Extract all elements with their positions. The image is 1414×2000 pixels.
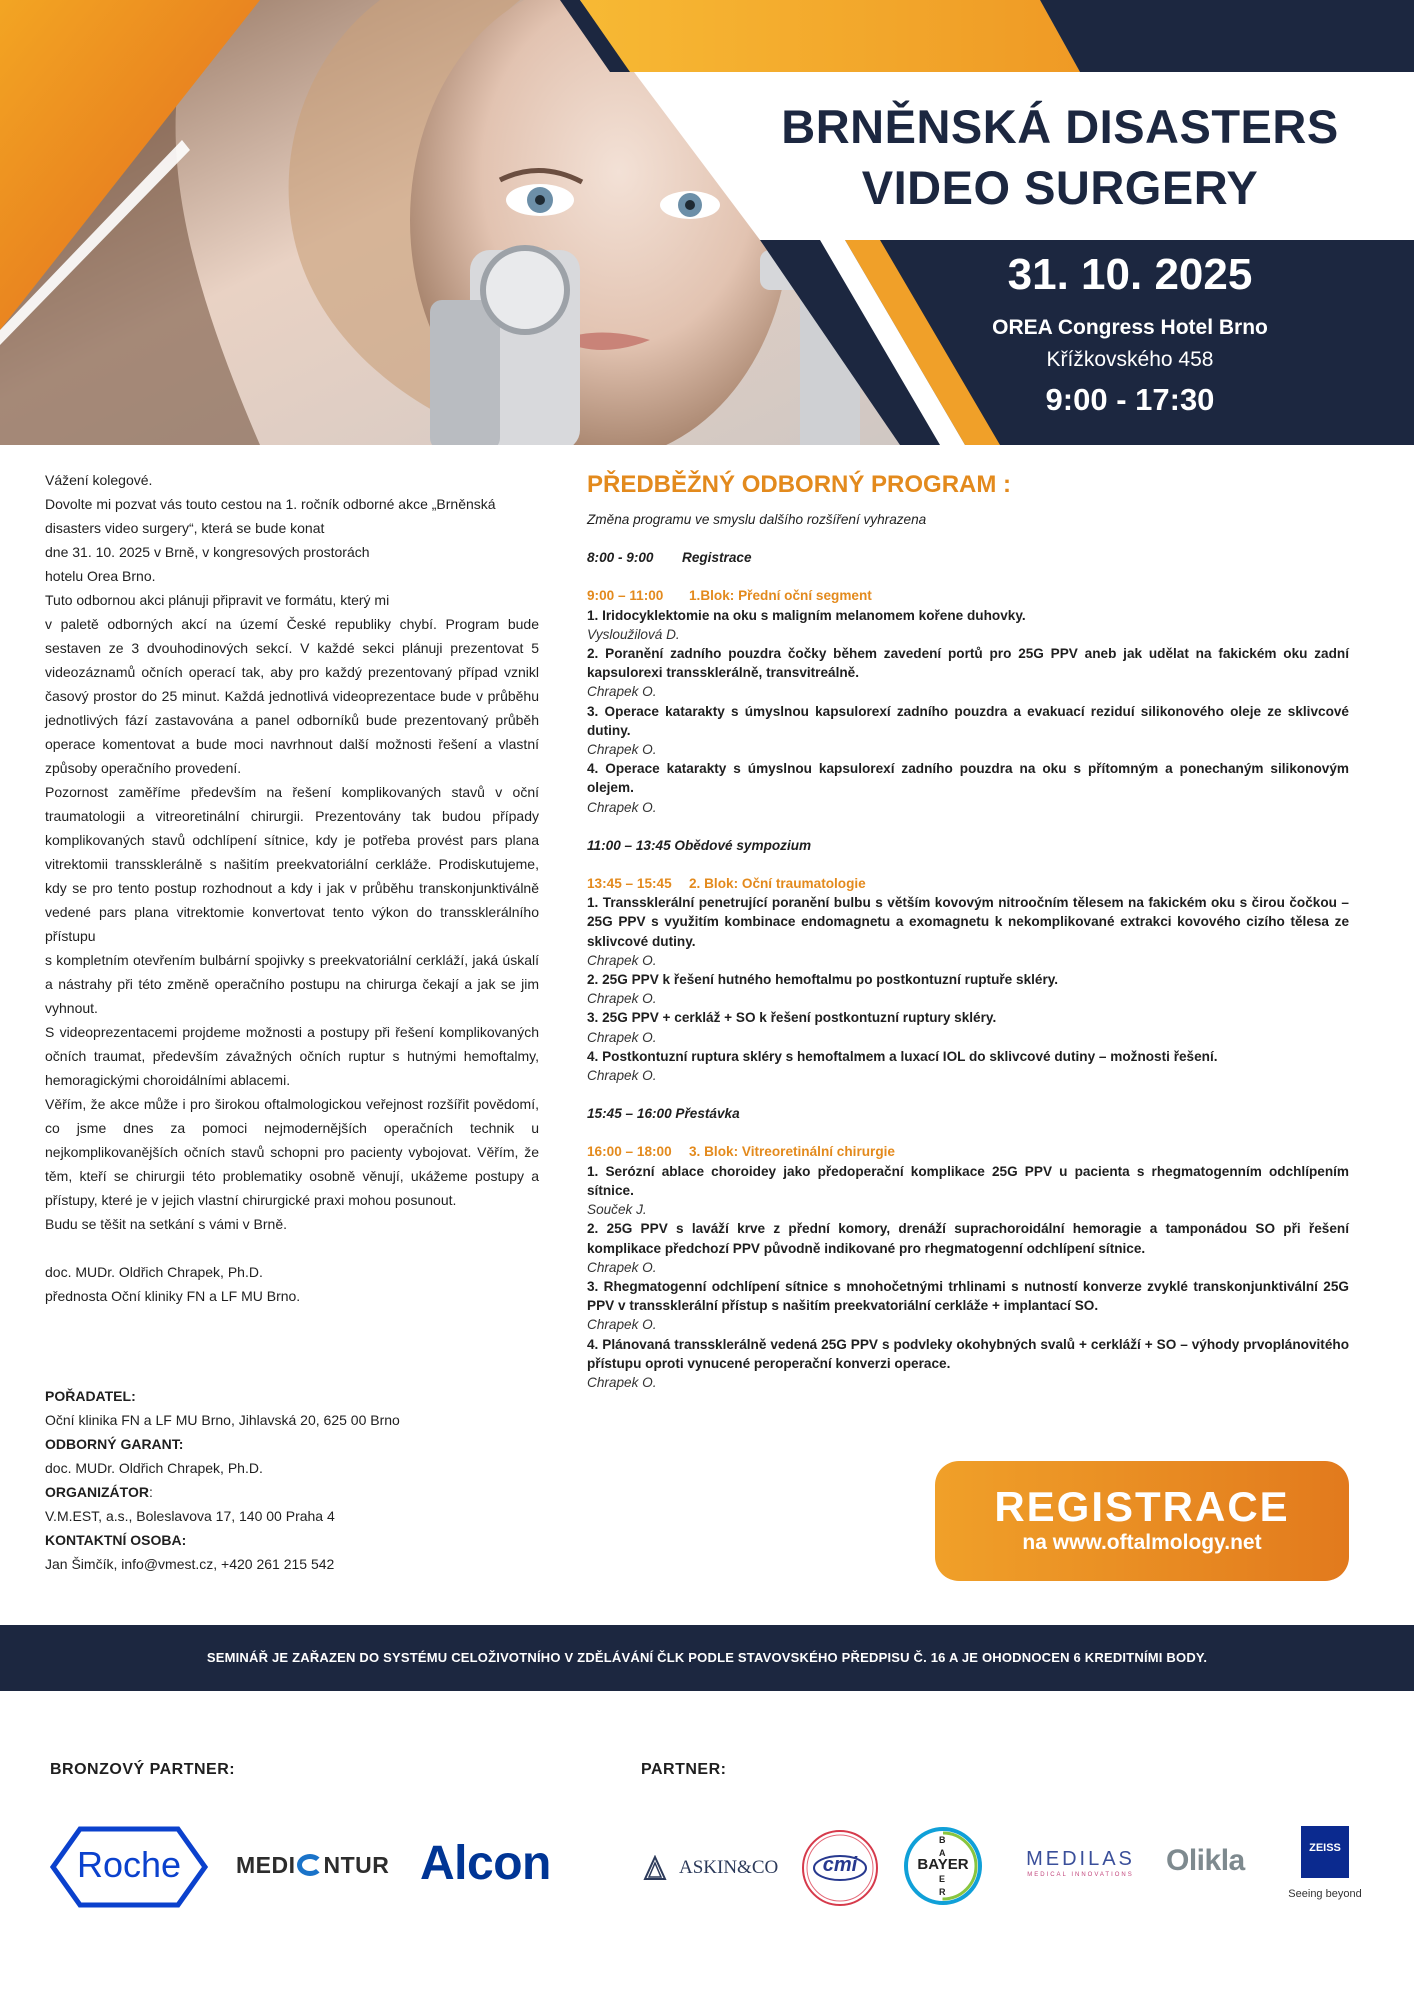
agency-label-line (45, 1480, 539, 1504)
program-block-2 (587, 874, 1349, 1085)
guarantor-value: doc. MUDr. Oldřich Chrapek, Ph.D. (45, 1460, 263, 1476)
block-1-time: 9:00 – 11:00 (587, 588, 664, 604)
header-background (0, 0, 1414, 445)
zeiss-tagline: Seeing beyond (1288, 1888, 1362, 1900)
bayer-wordmark: BAYER (917, 1856, 969, 1873)
block-2-time: 13:45 – 15:45 (587, 876, 672, 892)
program-author: Chrapek O. (587, 684, 657, 700)
event-date: 31. 10. 2025 (1007, 250, 1253, 299)
medicentur-c-icon (297, 1854, 323, 1876)
break-slot: 15:45 – 16:00 Přestávka (587, 1106, 740, 1122)
bayer-vertical-letter: R (939, 1887, 946, 1897)
medicentur-logo[interactable] (236, 1852, 390, 1886)
lunch-slot: 11:00 – 13:45 Obědové sympozium (587, 837, 812, 853)
medilas-tagline: MEDICAL INNOVATIONS (1027, 1872, 1134, 1878)
program-item: 1. Serózní ablace choroidey jako předoperační komplikace 25G PPV u pacienta s rhegmatogenním odchlípením sítnice. (587, 1163, 1349, 1198)
letter-line: dne 31. 10. 2025 v Brně, v kongresových prostorách (45, 544, 370, 560)
medicentur-wordmark (236, 1852, 389, 1879)
askin-emblem-icon (643, 1855, 667, 1881)
zeiss-wordmark: ZEISS (1309, 1842, 1341, 1854)
program-author: Chrapek O. (587, 1317, 657, 1333)
letter-closing: Budu se těšit na setkání s vámi v Brně. (45, 1216, 288, 1232)
event-address: Křížkovského 458 (1046, 348, 1214, 371)
block-1-title: 1.Blok: Přední oční segment (689, 588, 872, 604)
registration-label: Registrace (682, 550, 752, 566)
bayer-vertical (939, 1834, 947, 1899)
block-3-heading (587, 1142, 1349, 1161)
program-block-1 (587, 586, 1349, 816)
program-author: Chrapek O. (587, 991, 657, 1007)
alcon-wordmark: Alcon (420, 1837, 551, 1890)
olikla-logo[interactable] (1166, 1844, 1262, 1884)
event-title-line2: VIDEO SURGERY (861, 161, 1259, 214)
program-author: Chrapek O. (587, 1029, 657, 1045)
program-item: 2. 25G PPV s laváží krve z přední komory, drenáží suprachoroidální hemoragie a tamponádou SO při řešení komplikace předchozí PPV původně indikované pro rhegmatogenní odchlípení sítnice. (587, 1221, 1349, 1256)
block-2-heading (587, 874, 1349, 893)
registration-button[interactable] (935, 1461, 1349, 1581)
credit-notice-band: SEMINÁŘ JE ZAŘAZEN DO SYSTÉMU CELOŽIVOTNÍHO V ZDĚLÁVÁNÍ ČLK PODLE STAVOVSKÉHO PŘEDPISU Č. 16 A JE OHODNOCEN 6 KREDITNÍMI BODY. (0, 1625, 1414, 1691)
program-item: 1. Transsklerální penetrující poranění bulbu s větším kovovým nitroočním tělesem na fakickém oku s čirou čočkou – 25G PPV s využitím kombinace endomagnetu a exomagnetu k nekomplikované extrakci kovového cizího tělesa ze sklivcové dutiny. (587, 895, 1349, 949)
medicentur-part-b: NTUR (323, 1852, 390, 1878)
registration-time: 8:00 - 9:00 (587, 550, 654, 566)
program-item: 3. Operace katarakty s úmyslnou kapsulorexí zadního pouzdra a evakuací reziduí silikonového oleje ze sklivcové dutiny. (587, 703, 1349, 738)
program-note: Změna programu ve smyslu dalšího rozšíření vyhrazena (587, 512, 927, 527)
guarantor-label: ODBORNÝ GARANT: (45, 1436, 184, 1452)
organizers-info (45, 1384, 539, 1576)
program-item: 2. Poranění zadního pouzdra čočky během zavedení portů pro 25G PPV aneb jak udělat na fakickém oku zadní kapsulorexi transsklerálně, transvitreálně. (587, 646, 1349, 681)
askin-wordmark: ASKIN&CO (679, 1857, 779, 1878)
agency-label: ORGANIZÁTOR (45, 1484, 149, 1500)
signature-name: doc. MUDr. Oldřich Chrapek, Ph.D. (45, 1264, 263, 1280)
medilas-wordmark: MEDILAS (1026, 1848, 1135, 1870)
letter-line: disasters video surgery“, která se bude konat (45, 520, 325, 536)
letter-line: Dovolte mi pozvat vás touto cestou na 1. ročník odborné akce „Brněnská (45, 496, 496, 512)
askin-logo[interactable] (643, 1855, 783, 1885)
program-author: Vysloužilová D. (587, 626, 680, 642)
roche-logo[interactable] (50, 1826, 208, 1908)
olikla-wordmark: Olikla (1166, 1844, 1245, 1877)
program-block-3 (587, 1142, 1349, 1392)
header-banner (0, 0, 1414, 445)
contact-label: KONTAKTNÍ OSOBA: (45, 1532, 187, 1548)
program-author: Chrapek O. (587, 952, 657, 968)
program-author: Chrapek O. (587, 1374, 657, 1390)
registration-slot (587, 548, 1349, 567)
program-author: Chrapek O. (587, 1259, 657, 1275)
program-item: 3. Rhegmatogenní odchlípení sítnice s mnohočetnými trhlinami s nutností konverze zvyklé transkonjunktivální 25G PPV v transsklerální přístup s našitím preekvatoriální cerkláže + implantací SO. (587, 1278, 1349, 1314)
program-item: 3. 25G PPV + cerkláž + SO k řešení postkontuzní ruptury skléry. (587, 1010, 997, 1026)
event-title-line1: BRNĚNSKÁ DISASTERS (781, 100, 1339, 153)
roche-wordmark: Roche (76, 1844, 182, 1885)
block-1-heading (587, 586, 1349, 605)
letter-paragraph: s kompletním otevřením bulbární spojivky s preekvatoriální cerkláží, jaká úskalí a nástrahy při této změně operačního postupu na chirurga čekají a jak se jim vyhnout. (45, 952, 539, 1016)
program-author: Chrapek O. (587, 799, 657, 815)
contact-value: Jan Šimčík, info@vmest.cz, +420 261 215 542 (45, 1556, 335, 1572)
letter-paragraph: Věřím, že akce může i pro širokou oftalmologickou veřejnost rozšířit povědomí, co jsme dnes za pomoci nejmodernějších operačních technik u nejkomplikovanějších očních stavů schopni pro pacienty vybojovat. Věřím, že těm, kteří se chirurgii této problematiky osobně věnují, ukážeme postupy a přístupy, které je v jejich vlastní chirurgické praxi mohou posunout. (45, 1096, 539, 1208)
block-3-time: 16:00 – 18:00 (587, 1144, 672, 1160)
letter-greeting: Vážení kolegové. (45, 472, 153, 488)
zeiss-logo[interactable] (1280, 1826, 1370, 1906)
alcon-logo[interactable] (420, 1836, 570, 1896)
agency-value: V.M.EST, a.s., Boleslavova 17, 140 00 Praha 4 (45, 1508, 335, 1524)
program-item: 4. Operace katarakty s úmyslnou kapsulorexí zadního pouzdra na oku s přítomným a ponechaným silikonovým olejem. (587, 761, 1349, 796)
block-3-title: 3. Blok: Vitreoretinální chirurgie (689, 1144, 895, 1160)
bayer-vertical-letter: A (939, 1848, 946, 1858)
program-item: 4. Plánovaná transsklerálně vedená 25G PPV s podvleky okohybných svalů + cerkláží + SO – výhody prvoplánovitého přístupu oproti vynucené peroperační konverzi operace. (587, 1336, 1349, 1371)
program-author: Souček J. (587, 1202, 647, 1218)
partner-label: PARTNER: (641, 1761, 727, 1778)
program-author: Chrapek O. (587, 742, 657, 758)
program-item: 4. Postkontuzní ruptura skléry s hemoftalmem a luxací IOL do sklivcové dutiny – možnosti řešení. (587, 1048, 1218, 1064)
letter-line: hotelu Orea Brno. (45, 568, 156, 584)
event-venue: OREA Congress Hotel Brno (992, 316, 1268, 339)
medilas-logo[interactable] (1018, 1848, 1143, 1884)
cmi-logo[interactable] (800, 1828, 880, 1908)
program-item: 1. Iridocyklektomie na oku s maligním melanomem kořene duhovky. (587, 607, 1026, 623)
registration-button-url: na www.oftalmology.net (1022, 1531, 1262, 1554)
event-title (740, 96, 1380, 218)
bayer-vertical-letter: B (939, 1835, 946, 1845)
program-title: PŘEDBĚŽNÝ ODBORNÝ PROGRAM : (587, 471, 1012, 498)
program-item: 2. 25G PPV k řešení hutného hemoftalmu po postkontuzní ruptuře skléry. (587, 972, 1059, 988)
bayer-logo[interactable] (903, 1826, 983, 1906)
registration-button-label: REGISTRACE (994, 1483, 1290, 1530)
letter-line: Tuto odbornou akci plánuji připravit ve formátu, který mi (45, 592, 390, 608)
organizer-value: Oční klinika FN a LF MU Brno, Jihlavská 20, 625 00 Brno (45, 1412, 400, 1428)
medicentur-part-a: MEDI (236, 1852, 296, 1878)
letter-paragraph: v paletě odborných akcí na území České republiky chybí. Program bude sestaven ze 3 dvouhodinových sekcí. V každé sekci plánuji prezentovat 5 videozáznamů očních operací tak, aby pro každý prezentovaný případ vznikl časový prostor do 25 minut. Každá jednotlivá videoprezentace bude v průběhu jednotlivých fází zastavována a panel odborníků bude prezentovaný průběh operace komentovat a bude moci navrhnout další možnosti řešení a vlastní způsoby operačního provedení. (45, 616, 539, 776)
letter-paragraph: Pozornost zaměříme především na řešení komplikovaných stavů v oční traumatologii a vitreoretinální chirurgii. Prezentovány tak budou případy komplikovaných stavů odchlípení sítnice, kdy je potřeba provést pars plana vitrektomii transsklerálně s našitím preekvatoriální cerkláže. Prodiskutujeme, kdy se pro tento postup rozhodnout a kdy i jak v průběhu transkonjunktiválně vedené pars plana vitrektomie konvertovat tento výkon do transsklerálního přístupu (45, 784, 539, 944)
agency-colon: : (148, 1484, 153, 1500)
signature-role: přednosta Oční kliniky FN a LF MU Brno. (45, 1288, 301, 1304)
event-time: 9:00 - 17:30 (1045, 382, 1215, 417)
organizer-label: POŘADATEL: (45, 1388, 136, 1404)
bronze-partner-label: BRONZOVÝ PARTNER: (50, 1761, 236, 1778)
invitation-letter (45, 468, 539, 1308)
block-2-title: 2. Blok: Oční traumatologie (689, 876, 866, 892)
cmi-wordmark: cmi (822, 1854, 858, 1876)
bayer-vertical-letter: E (939, 1874, 946, 1884)
program-section (587, 468, 1349, 1411)
program-author: Chrapek O. (587, 1068, 657, 1084)
letter-paragraph: S videoprezentacemi projdeme možnosti a postupy při řešení komplikovaných očních traumat, především závažných očních ruptur s hutnými hemoftalmy, hemoragickými choroidálními ablacemi. (45, 1024, 539, 1088)
